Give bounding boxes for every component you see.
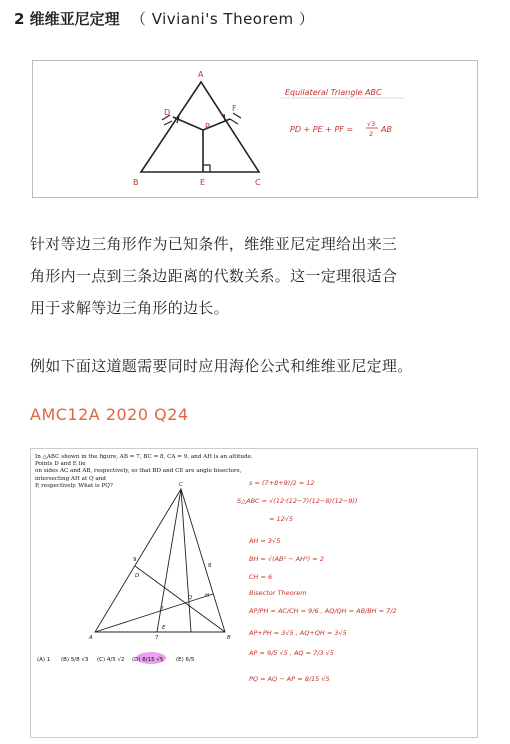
paragraph-line: 角形内一点到三条边距离的代数关系。这一定理很适合 (30, 267, 398, 285)
article-title (14, 8, 314, 29)
side-label-ab: 7 (155, 635, 159, 641)
work-line: AP+PH = 3√5 , AQ+QH = 3√5 (249, 629, 347, 637)
paragraph-viviani-explanation (30, 228, 480, 324)
work-line: = 12√5 (269, 515, 294, 523)
vertex-b: B (133, 178, 139, 187)
side-label-bc: 8 (208, 563, 212, 569)
label-a: A (89, 635, 93, 641)
perpendicular-pd (173, 117, 203, 130)
equilateral-triangle (141, 82, 259, 172)
point-d: D (164, 108, 171, 117)
altitude-ah (181, 489, 191, 632)
segment-ah-foot (95, 594, 213, 632)
label-c: C (179, 482, 183, 488)
paragraph-example-intro: 例如下面这道题需要同时应用海伦公式和维维亚尼定理。 (30, 357, 413, 375)
work-line: PQ = AQ − AP = 8/15 √5 (249, 675, 330, 683)
work-line: s = (7+8+9)/2 = 12 (249, 479, 315, 487)
label-h: H (205, 593, 210, 599)
choice-c: (C) 4/5 √2 (97, 657, 125, 663)
point-f: F (232, 104, 237, 113)
paragraph-line: 针对等边三角形作为已知条件，维维亚尼定理给出来三 (30, 235, 398, 253)
note-sum-lhs: PD + PE + PF = (290, 125, 354, 134)
label-d: D (135, 573, 140, 579)
vertex-c: C (255, 178, 261, 187)
choice-a: (A) 1 (37, 657, 51, 663)
title-number: 2 (14, 10, 25, 28)
amc-diagram (31, 449, 477, 737)
paragraph-line: 用于求解等边三角形的边长。 (30, 299, 229, 317)
work-line: CH = 6 (249, 573, 273, 581)
problem-line: P, respectively. What is PQ? (35, 482, 113, 489)
label-p: P (160, 606, 164, 612)
label-e: E (162, 625, 166, 631)
point-e: E (200, 178, 206, 187)
amc-problem-figure (30, 448, 478, 738)
point-p: P (205, 122, 210, 131)
vertex-a: A (198, 70, 204, 79)
note-sum-rhs: AB (381, 125, 392, 134)
work-line: AP/PH = AC/CH = 9/6 , AQ/QH = AB/BH = 7/2 (249, 607, 397, 615)
work-line: AP = 9/5 √5 , AQ = 7/3 √5 (249, 649, 334, 657)
choice-e: (E) 6/5 (176, 657, 195, 663)
viviani-figure (32, 60, 478, 198)
work-line: S△ABC = √(12·(12−7)(12−8)(12−9)) (237, 497, 358, 505)
work-line: AH = 3√5 (249, 537, 281, 545)
problem-line: In △ABC shown in the figure, AB = 7, BC = 8, CA = 9, and AH is an altitude. Points D and E lie (35, 454, 253, 468)
choice-d: (D) 8/15 √5 (132, 657, 164, 663)
section-heading-amc: AMC12A 2020 Q24 (30, 405, 189, 424)
bisector-bd (135, 566, 225, 632)
viviani-diagram (33, 61, 477, 197)
work-line: BH = √(AB² − AH²) = 2 (249, 555, 324, 563)
work-line: Bisector Theorem (249, 589, 307, 597)
note-sum-denominator: 2 (369, 130, 374, 138)
label-q: Q (188, 595, 193, 601)
note-sum-numerator: √3 (367, 120, 376, 128)
choice-b: (B) 5/8 √3 (61, 657, 89, 663)
title-chinese: 维维亚尼定理 (29, 10, 120, 28)
note-equilateral: Equilateral Triangle ABC (285, 88, 382, 97)
title-latin: （ Viviani's Theorem ） (130, 10, 315, 28)
problem-line: on sides AC and AB, respectively, so that BD and CE are angle bisectors, intersecting AH at Q and (35, 468, 242, 482)
label-b: B (227, 635, 231, 641)
side-label-ca: 9 (133, 557, 137, 563)
